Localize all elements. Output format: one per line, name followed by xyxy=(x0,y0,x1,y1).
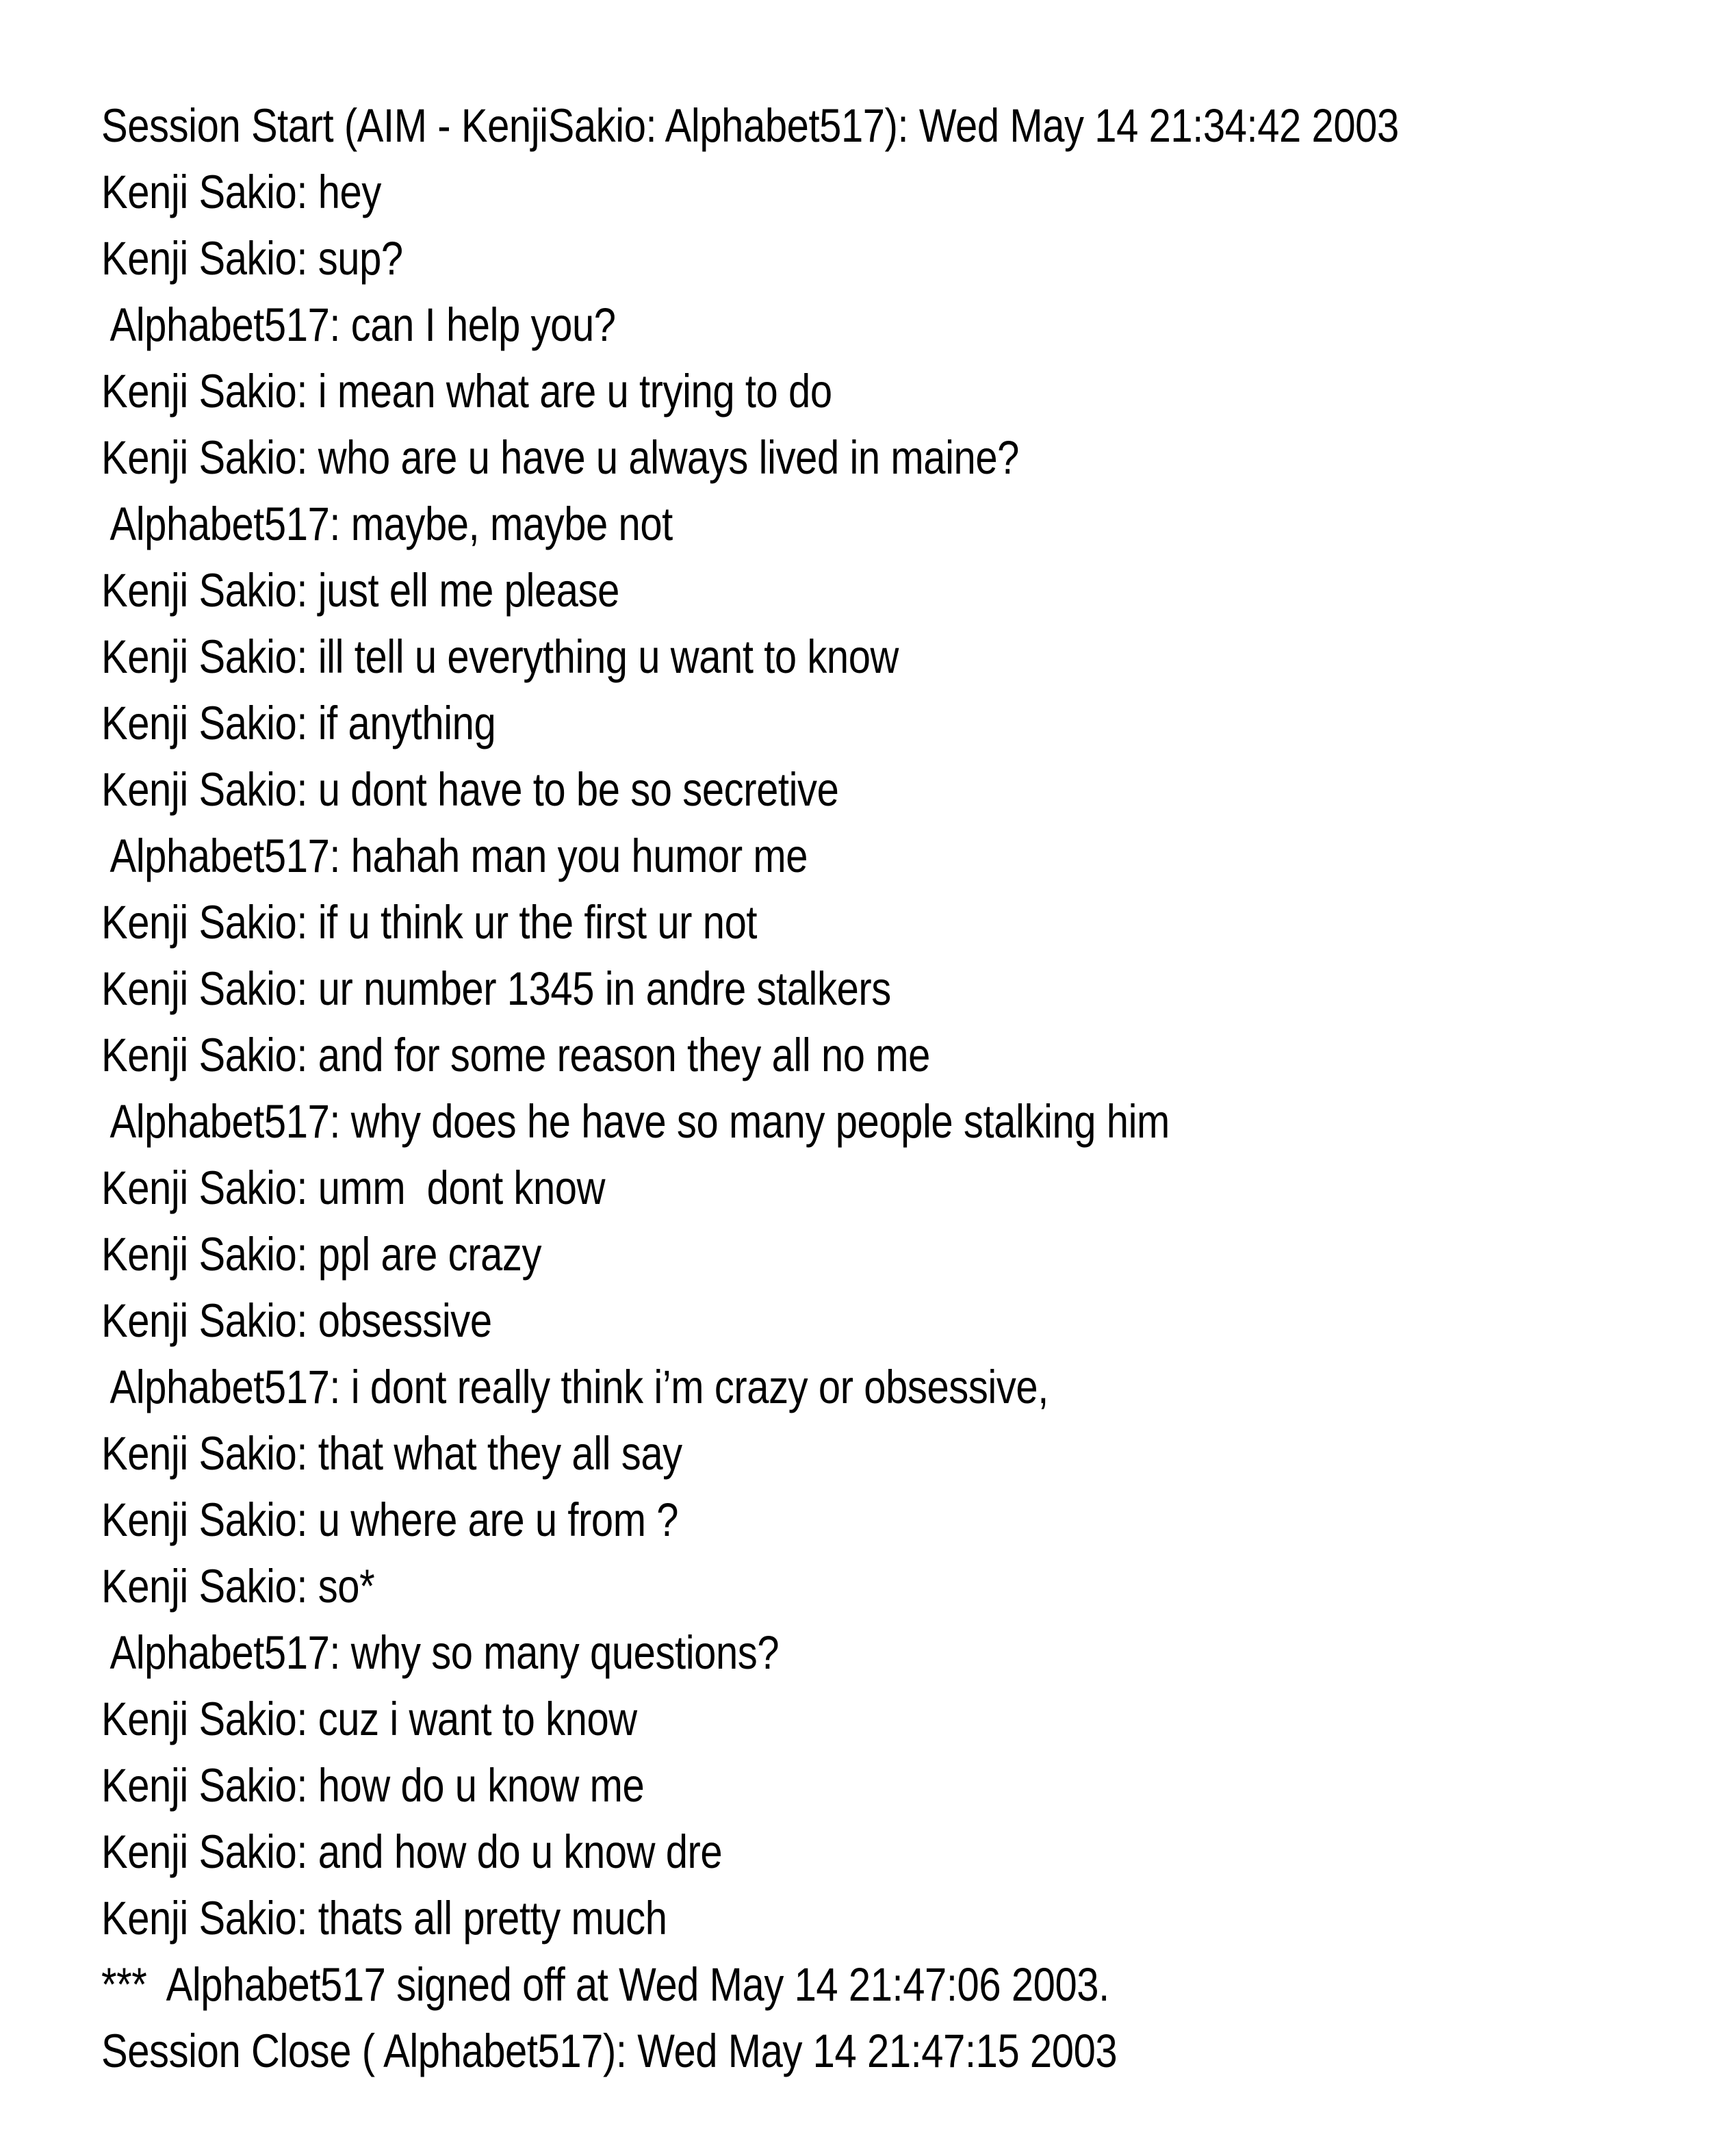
chat-message: Kenji Sakio: that what they all say xyxy=(101,1427,682,1480)
chat-message: Kenji Sakio: ur number 1345 in andre stalkers xyxy=(101,962,891,1015)
chat-message: Kenji Sakio: u dont have to be so secretive xyxy=(101,763,839,816)
chat-message: Kenji Sakio: ppl are crazy xyxy=(101,1228,542,1281)
chat-message: Kenji Sakio: umm dont know xyxy=(101,1162,606,1214)
chat-message: Kenji Sakio: just ell me please xyxy=(101,564,619,617)
chat-message: Kenji Sakio: if anything xyxy=(101,697,496,749)
chat-message: Kenji Sakio: sup? xyxy=(101,232,403,285)
chat-message: Alphabet517: maybe, maybe not xyxy=(101,498,673,550)
chat-message: Kenji Sakio: i mean what are u trying to do xyxy=(101,365,832,418)
chat-message: Alphabet517: hahah man you humor me xyxy=(101,830,808,882)
chat-message: Kenji Sakio: hey xyxy=(101,166,381,218)
chat-message: Kenji Sakio: how do u know me xyxy=(101,1759,645,1812)
chat-message: Kenji Sakio: so* xyxy=(101,1560,375,1613)
sign-off-notice: *** Alphabet517 signed off at Wed May 14 21:47:06 2003. xyxy=(101,1958,1109,2011)
chat-message: Kenji Sakio: thats all pretty much xyxy=(101,1892,667,1945)
chat-message: Alphabet517: can I help you? xyxy=(101,298,616,351)
chat-message: Alphabet517: why does he have so many people stalking him xyxy=(101,1095,1170,1148)
session-start-line: Session Start (AIM - KenjiSakio: Alphabet517): Wed May 14 21:34:42 2003 xyxy=(101,99,1399,152)
chat-message: Kenji Sakio: if u think ur the first ur not xyxy=(101,896,758,949)
chat-log-document xyxy=(101,92,1641,2084)
chat-message: Kenji Sakio: and how do u know dre xyxy=(101,1825,723,1878)
chat-message: Kenji Sakio: who are u have u always lived in maine? xyxy=(101,431,1019,484)
chat-message: Kenji Sakio: cuz i want to know xyxy=(101,1693,637,1745)
chat-message: Kenji Sakio: ill tell u everything u want to know xyxy=(101,630,899,683)
chat-message: Kenji Sakio: u where are u from ? xyxy=(101,1493,679,1546)
chat-message: Alphabet517: why so many questions? xyxy=(101,1626,780,1679)
chat-message: Alphabet517: i dont really think i’m crazy or obsessive, xyxy=(101,1361,1049,1413)
chat-message: Kenji Sakio: and for some reason they all no me xyxy=(101,1029,930,1081)
session-close-line: Session Close ( Alphabet517): Wed May 14 21:47:15 2003 xyxy=(101,2025,1118,2077)
chat-message: Kenji Sakio: obsessive xyxy=(101,1294,492,1347)
